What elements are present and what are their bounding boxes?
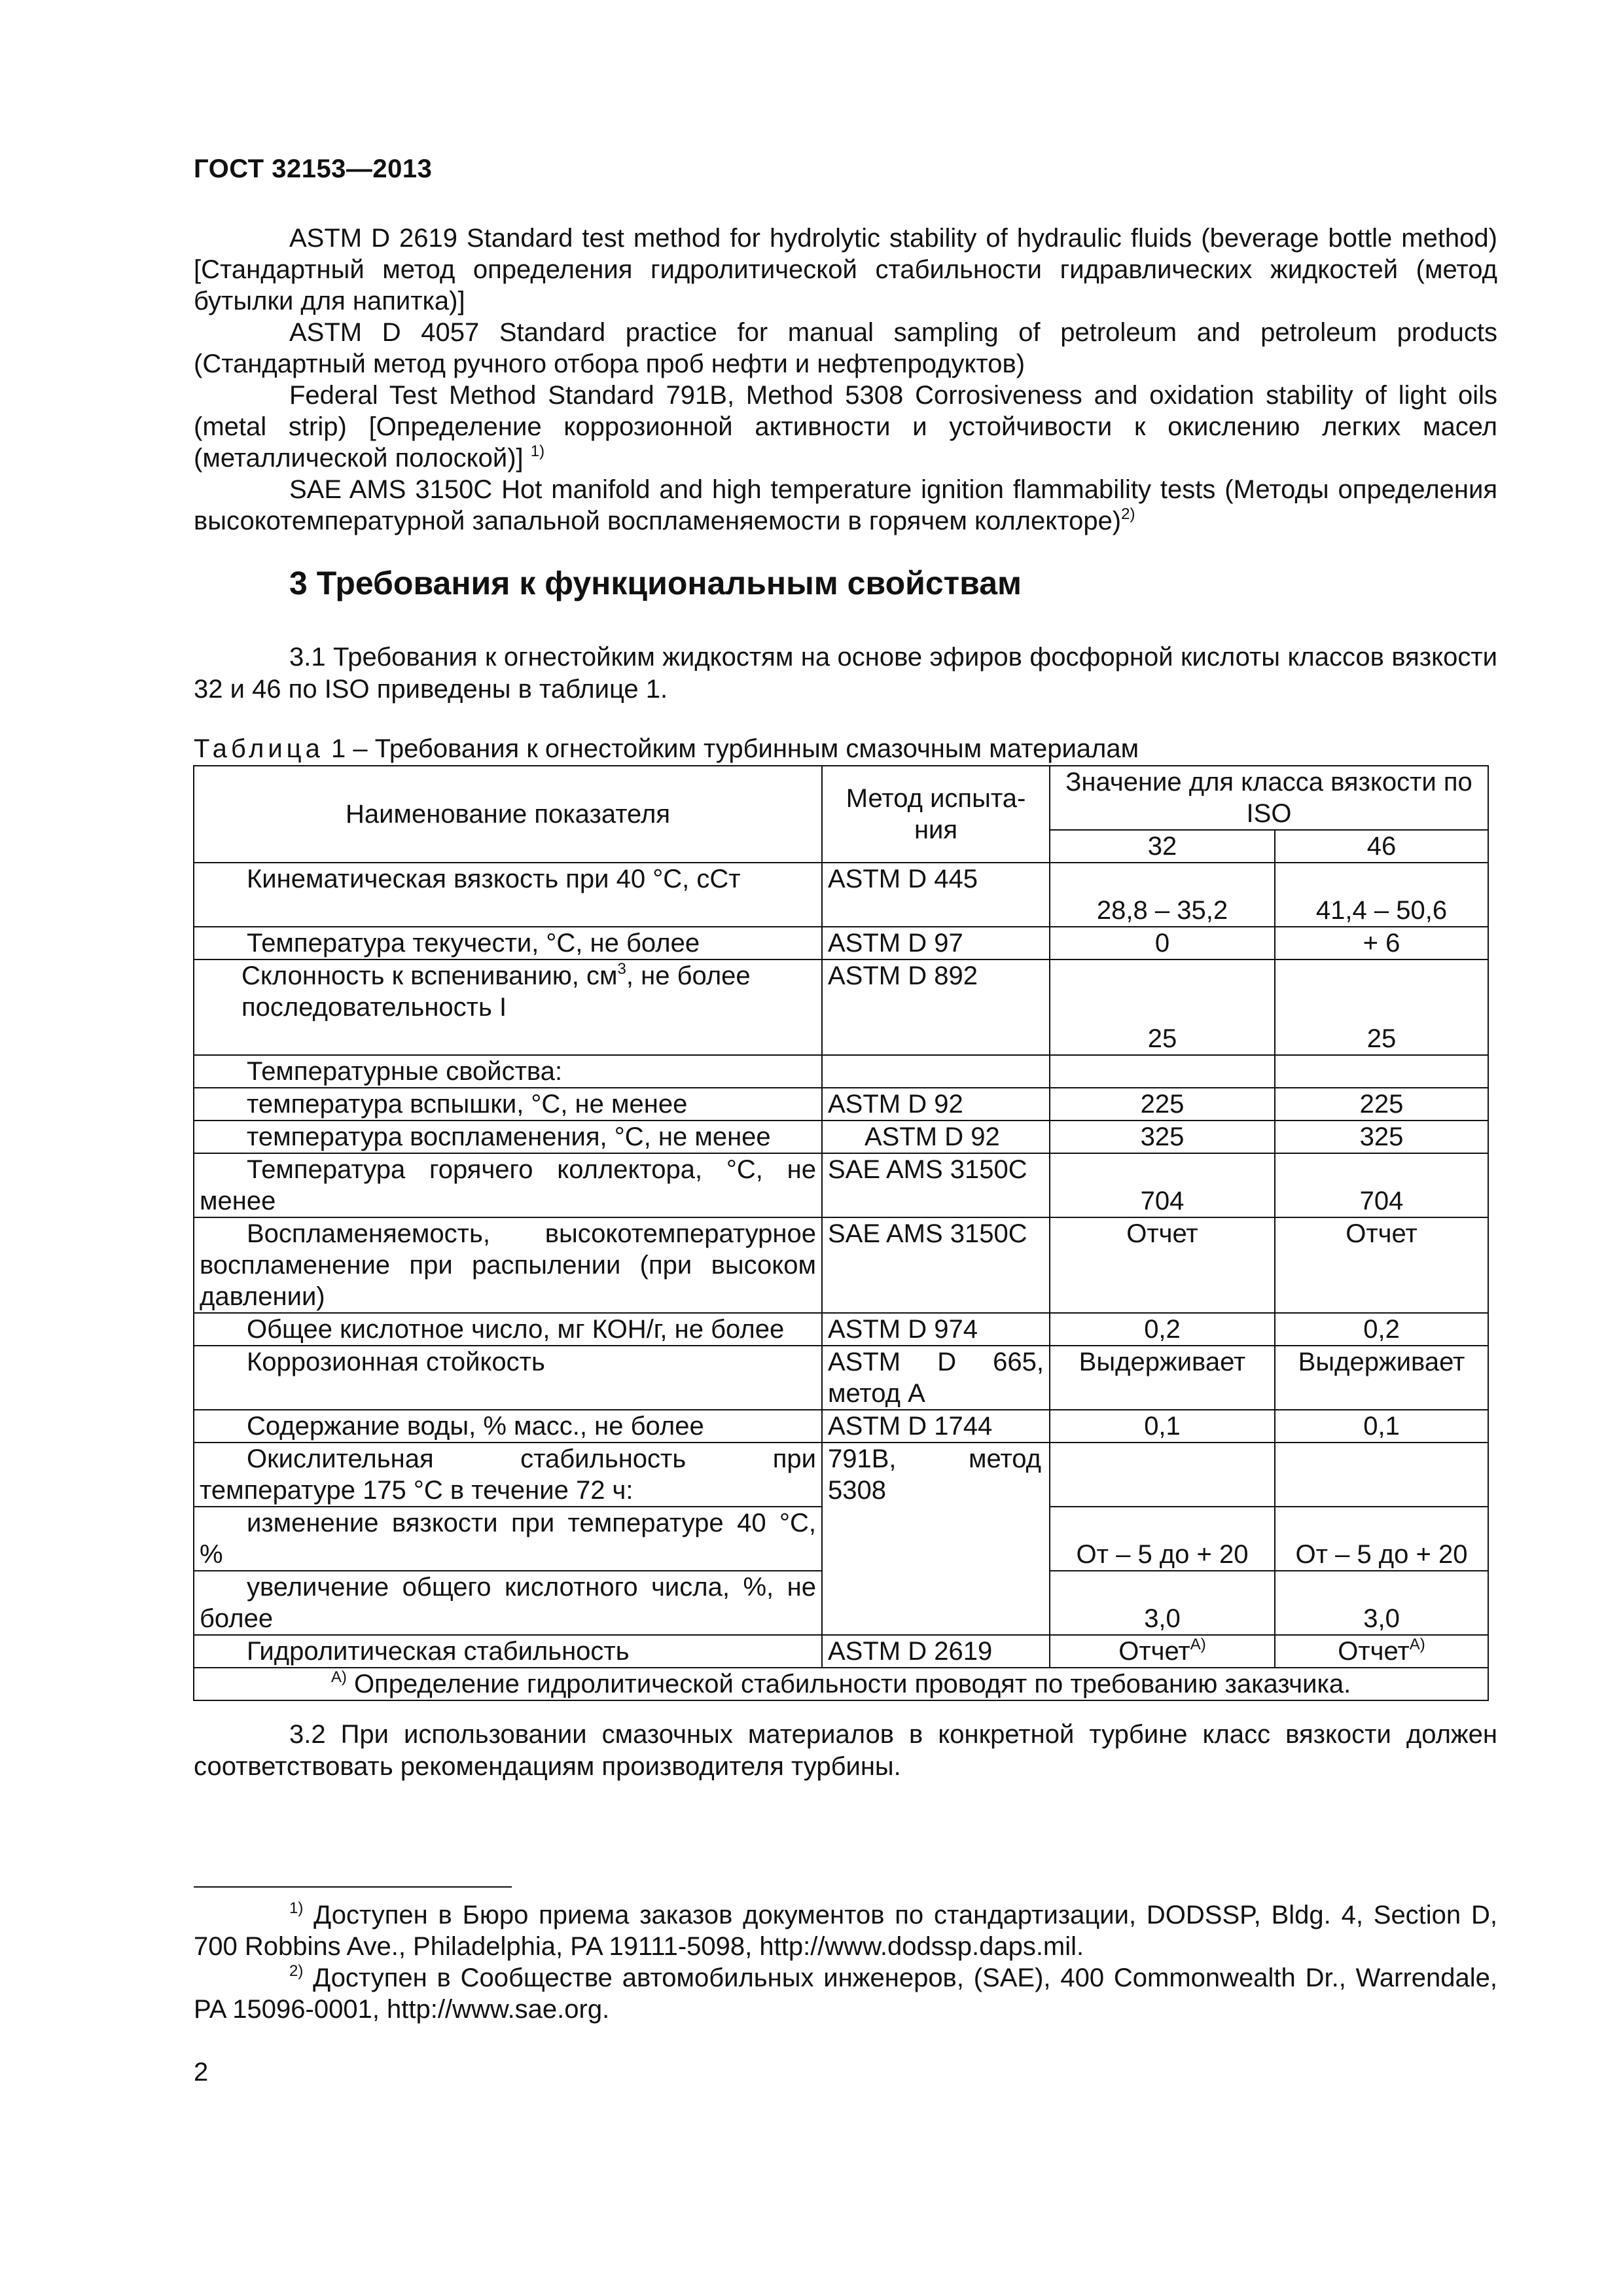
paragraph-3-1: 3.1 Требования к огнестойким жидкостям на основе эфиров фосфорной кислоты классов вязкости 32 и 46 по ISO приведены в таблице 1.: [194, 643, 1497, 704]
table-row: температура воспламенения, °С, не менее ASTM D 92 325 325: [194, 1121, 1488, 1153]
footnote-item: $^{2)}$ Доступен в Сообществе автомобильных инженеров, (SAE), 400 Commonwealth Dr., Warrendale, PA 15096-0001, http://www.sae.org.: [194, 1962, 1497, 2024]
reference-item: ASTM D 2619 Standard test method for hydrolytic stability of hydraulic fluids (beverage bottle method) [Стандартный метод определения гидролитической стабильности гидравлических жидкостей (метод бутылки для напитка)]: [194, 224, 1497, 315]
table-row: температура вспышки, °С, не менее ASTM D 92 225 225: [194, 1088, 1488, 1121]
table-row: Коррозионная стойкость ASTM D 665, метод А Выдерживает Выдерживает: [194, 1346, 1488, 1410]
table-row: Температура текучести, °С, не более ASTM D 97 0 + 6: [194, 927, 1488, 960]
requirements-table: [193, 765, 1489, 1701]
reference-item: ASTM D 4057 Standard practice for manual sampling of petroleum and petroleum products (Стандартный метод ручного отбора проб нефти и нефтепродуктов): [194, 318, 1497, 378]
table-row: Температура горячего коллектора, °С, не менее SAE AMS 3150C 704 704: [194, 1153, 1488, 1217]
table-row: Общее кислотное число, мг КОН/г, не более ASTM D 974 0,2 0,2: [194, 1313, 1488, 1346]
footnote-ref: 1): [530, 442, 545, 460]
paragraph-3-2: 3.2 При использовании смазочных материалов в конкретной турбине класс вязкости должен соответствовать рекомендациям производителя турбины.: [194, 1720, 1497, 1781]
table-footnote-row: $^{А)}$ Определение гидролитической стабильности проводят по требованию заказчика.: [194, 1668, 1488, 1700]
section-title: 3 Требования к функциональным свойствам: [289, 565, 1022, 601]
reference-item: SAE AMS 3150C Hot manifold and high temperature ignition flammability tests (Методы определения высокотемпературной запальной воспламеняемости в горячем коллекторе)$^{2)}$: [194, 475, 1497, 535]
table-row: Склонность к вспениванию, $см^3$, не более последовательность I ASTM D 892 25 25: [194, 960, 1488, 1055]
table-row: Гидролитическая стабильность ASTM D 2619 Отчет$^{А)}$ Отчет$^{А)}$: [194, 1635, 1488, 1668]
document-header: ГОСТ 32153—2013: [194, 154, 433, 183]
table-header-row: [194, 766, 1488, 830]
header-name: Наименование показателя: [194, 766, 822, 863]
table-caption: Таблица 1 – Требования к огнестойким турбинным смазочным материалам: [194, 734, 1139, 763]
table-row: Окислительная стабильность при температуре 175 °С в течение 72 ч: 791B, метод 5308: [194, 1443, 1488, 1507]
footnote-divider: [194, 1886, 512, 1888]
footnote-item: $^{1)}$ Доступен в Бюро приема заказов документов по стандартизации, DODSSP, Bldg. 4, Section D, 700 Robbins Ave., Philadelphia, PA 19111-5098, http://www.dodssp.daps.mil.: [194, 1899, 1497, 1961]
table-row: Содержание воды, % масс., не более ASTM D 1744 0,1 0,1: [194, 1410, 1488, 1443]
footnote-ref: 2): [1121, 505, 1135, 523]
header-value-group: Значение для класса вязкости по ISO: [1050, 766, 1488, 830]
table-row: Воспламеняемость, высокотемпературное воспламенение при распылении (при высоком давлении) SAE AMS 3150C Отчет Отчет: [194, 1217, 1488, 1313]
footnotes: [194, 1899, 1497, 2025]
table-row: увеличение общего кислотного числа, %, не более 3,0 3,0: [194, 1571, 1488, 1635]
normative-references: [194, 223, 1497, 537]
page-number: 2: [194, 2058, 209, 2087]
header-class-46: 46: [1275, 830, 1488, 863]
table-row: Температурные свойства:: [194, 1055, 1488, 1088]
table-row: изменение вязкости при температуре 40 °С, % От – 5 до + 20 От – 5 до + 20: [194, 1507, 1488, 1571]
header-method: Метод испыта-ния: [822, 766, 1050, 863]
reference-item: Federal Test Method Standard 791B, Method 5308 Corrosiveness and oxidation stability of light oils (metal strip) [Определение коррозионной активности и устойчивости к окислению легких масел (металлической полоской)] $^{1)}$: [194, 381, 1497, 473]
header-class-32: 32: [1050, 830, 1275, 863]
table-row: Кинематическая вязкость при 40 °С, сСт ASTM D 445 28,8 – 35,2 41,4 – 50,6: [194, 863, 1488, 927]
